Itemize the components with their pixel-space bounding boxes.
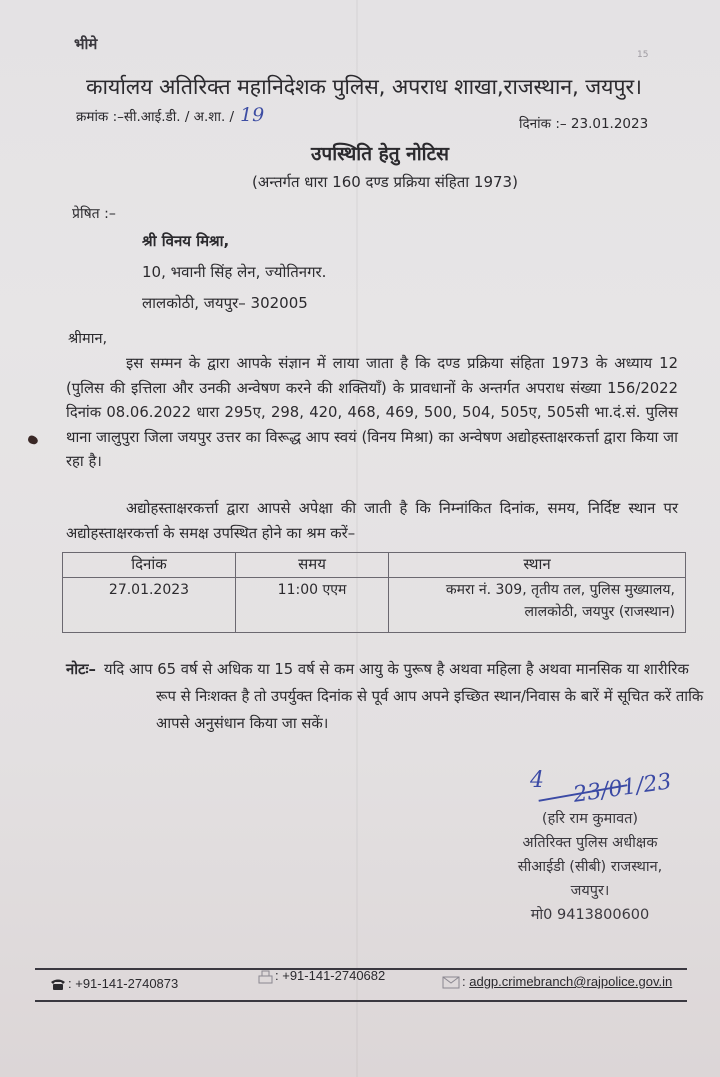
sent-to-label: प्रेषित :–	[72, 206, 116, 222]
fax-icon	[258, 970, 273, 984]
place-line2: लालकोठी, जयपुर (राजस्थान)	[524, 604, 675, 620]
footer-fax-number: : +91-141-2740682	[275, 968, 386, 983]
paragraph-summons-text: इस सम्मन के द्वारा आपके संज्ञान में लाया जाता है कि दण्ड प्रक्रिया संहिता 1973 के अध्याय 12 (पुलिस की इत्तिला और उनकी अन्वेषण करने की शक्तियाँ) के प्रावधानों के अन्तर्गत अपराध संख्या 156/2022 दिनांक 08.06.2022 धारा 295ए, 298, 420, 468, 469, 500, 504, 505ए, 505सी भा.दं.सं. पुलिस थाना जालुपुरा जिला जयपुर उत्तर का विरूद्ध आप स्वयं (विनय मिश्रा) का अन्वेषण अद्योहस्ताक्षरकर्त्ता द्वारा किया जा रहा है।	[66, 355, 678, 470]
cell-time: 11:00 एएम	[236, 578, 389, 633]
addressee-address-line1: 10, भवानी सिंह लेन, ज्योतिनगर.	[142, 263, 327, 281]
signatory-designation: अतिरिक्त पुलिस अधीक्षक	[522, 835, 658, 851]
reference-number	[76, 104, 264, 126]
header-place: स्थान	[389, 553, 686, 578]
paragraph-summons	[66, 352, 678, 475]
note-label: नोटः–	[66, 661, 96, 678]
paragraph-appearance-text: अद्योहस्ताक्षरकर्त्ता द्वारा आपसे अपेक्षा की जाती है कि निम्नांकित दिनांक, समय, निर्दिष्ट स्थान पर अद्योहस्ताक्षरकर्त्ता के समक्ष उपस्थित होने का श्रम करें–	[66, 500, 678, 542]
addressee-address-line2: लालकोठी, जयपुर– 302005	[142, 294, 308, 312]
note-text: यदि आप 65 वर्ष से अधिक या 15 वर्ष से कम आयु के पुरूष है अथवा महिला है अथवा मानसिक या शारीरिक रूप से निःशक्त है तो उपर्युक्त दिनांक से पूर्व आप अपने इच्छित स्थान/निवास के बारें में सूचित करें ताकि आपसे अनुसंधान किया जा सकें।	[104, 661, 704, 732]
notice-subtitle: (अन्तर्गत धारा 160 दण्ड प्रक्रिया संहिता 1973)	[252, 173, 518, 191]
issue-date: दिनांक :– 23.01.2023	[519, 116, 649, 132]
reference-handwritten-number: 19	[240, 104, 265, 126]
contact-footer	[50, 968, 690, 998]
handwritten-signature-date: 23/01/23	[571, 769, 674, 808]
table-header-row	[63, 553, 686, 578]
reference-label: क्रमांक :–सी.आई.डी. / अ.शा. /	[76, 109, 235, 125]
salutation: श्रीमान,	[68, 331, 108, 347]
cell-date: 27.01.2023	[63, 578, 236, 633]
footer-phone-number: : +91-141-2740873	[68, 976, 179, 991]
signatory-mobile: मो0 9413800600	[530, 907, 650, 923]
appearance-schedule-table	[62, 552, 686, 633]
signatory-unit: सीआईडी (सीबी) राजस्थान,	[517, 859, 663, 875]
header-time: समय	[236, 553, 389, 578]
header-date: दिनांक	[63, 553, 236, 578]
telephone-icon	[50, 978, 66, 991]
handwritten-signature: 4	[530, 768, 544, 793]
top-handwritten-mark: भीमे	[74, 35, 98, 53]
footer-phone	[50, 976, 178, 991]
notice-title: उपस्थिति हेतु नोटिस	[311, 143, 449, 165]
addressee-name: श्री विनय मिश्रा,	[142, 232, 230, 250]
place-line1: कमरा नं. 309, तृतीय तल, पुलिस मुख्यालय,	[445, 582, 675, 598]
note-section	[66, 656, 706, 737]
table-row	[63, 578, 686, 633]
signatory-name: (हरि राम कुमावत)	[541, 811, 639, 827]
footer-fax	[258, 968, 385, 984]
ink-spot	[27, 435, 39, 446]
office-heading: कार्यालय अतिरिक्त महानिदेशक पुलिस, अपराध शाखा,राजस्थान, जयपुर।	[86, 75, 642, 100]
footer-bottom-rule	[35, 1000, 687, 1002]
paragraph-appearance-request	[66, 497, 678, 546]
corner-stamp-mark: 15	[637, 50, 649, 60]
signatory-city: जयपुर।	[570, 883, 610, 899]
envelope-icon	[442, 976, 460, 989]
cell-place	[389, 578, 686, 633]
footer-email: : adgp.crimebranch@rajpolice.gov.in	[442, 974, 672, 989]
footer-email-address[interactable]: adgp.crimebranch@rajpolice.gov.in	[469, 974, 673, 989]
